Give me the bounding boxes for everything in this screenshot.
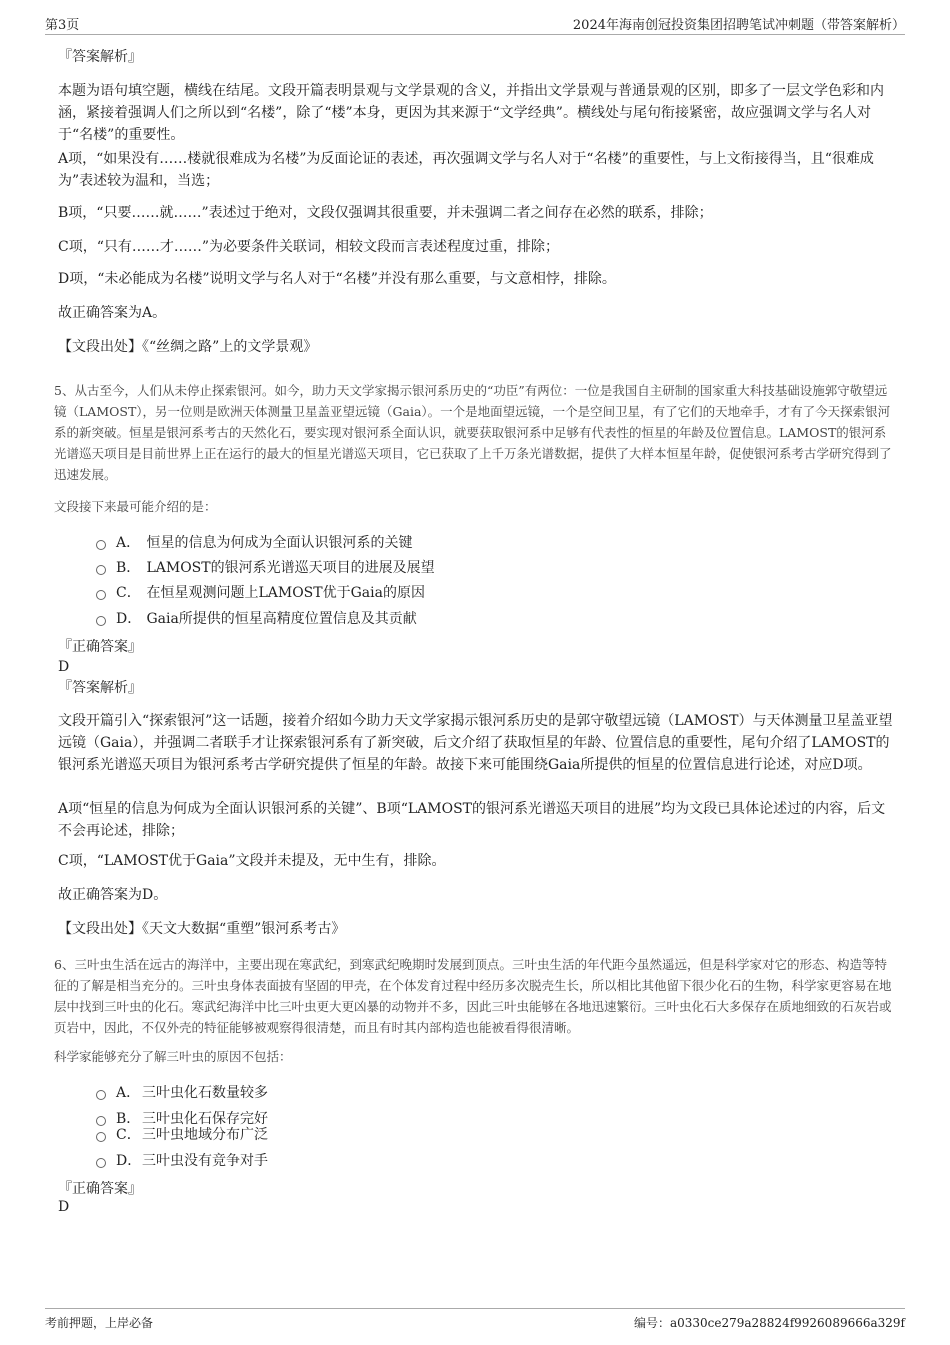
q5-conclusion: 故正确答案为D。 <box>58 887 168 903</box>
q5-stem: 5、从古至今，人们从未停止探索银河。如今，助力天文学家揭示银河系历史的“功臣”有两位：一位是我国自主研制的国家重大科技基础设施郭守敬望远镜（LAMOST），另一位则是欧洲天体测量卫星盖亚望远镜（Gaia）。一个是地面望远镜，一个是空间卫星，有了它们的天地牵手，才有了今天探索银河系的新突破。恒星是银河系考古的天然化石，要实现对银河系全面认识，就要获取银河系中足够有代表性的恒星的年龄及位置信息。LAMOST的银河系光谱巡天项目是目前世界上正在运行的最大的恒星光谱巡天项目，它已获取了上千万条光谱数据，提供了大样本恒星年龄，促使银河系考古学研究得到了迅速发展。 <box>54 383 892 482</box>
footer-slogan: 考前押题，上岸必备 <box>45 1316 154 1330</box>
document-title: 2024年海南创冠投资集团招聘笔试冲刺题（带答案解析） <box>572 18 905 33</box>
q4-analysis-intro: 本题为语句填空题，横线在结尾。文段开篇表明景观与文学景观的含义，并指出文学景观与普通景观的区别，即多了一层文学色彩和内涵，紧接着强调人们之所以到“名楼”，除了“楼”本身，更因为其来源于“文学经典”。横线处与尾句衔接紧密，故应强调文学与名人对于“名楼”的重要性。 <box>58 83 884 143</box>
q5-analysis-3: C项，“LAMOST优于Gaia”文段并未提及，无中生有，排除。 <box>58 853 446 869</box>
q5-analysis-heading: 『答案解析』 <box>58 680 142 696</box>
q5-analysis-2: A项“恒星的信息为何成为全面认识银河系的关键”、B项“LAMOST的银河系光谱巡天项目的进展”均为文段已具体论述过的内容，后文不会再论述，排除； <box>58 801 886 839</box>
q4-analysis-option-d: D项，“未必能成为名楼”说明文学与名人对于“名楼”并没有那么重要，与文意相悖，排除。 <box>58 271 616 287</box>
q5-option-b[interactable]: B． LAMOST的银河系光谱巡天项目的进展及展望 <box>96 557 435 579</box>
q6-option-b[interactable]: B． 三叶虫化石保存完好 <box>96 1108 268 1130</box>
q4-conclusion: 故正确答案为A。 <box>58 305 167 321</box>
q4-analysis-option-c: C项，“只有……才……”为必要条件关联词，相较文段而言表述程度过重，排除； <box>58 239 560 255</box>
q4-analysis-option-b: B项，“只要……就……”表述过于绝对，文段仅强调其很重要，并未强调二者之间存在必然的联系，排除； <box>58 205 713 221</box>
q6-question: 科学家能够充分了解三叶虫的原因不包括： <box>54 1049 292 1064</box>
q6-stem: 6、三叶虫生活在远古的海洋中，主要出现在寒武纪，到寒武纪晚期时发展到顶点。三叶虫生活的年代距今虽然遥远，但是科学家对它的形态、构造等特征的了解是相当充分的。三叶虫身体表面披有坚固的甲壳，在个体发育过程中经历多次脱壳生长，所以相比其他留下很少化石的生物，科学家更容易在地层中找到三叶虫的化石。寒武纪海洋中比三叶虫更大更凶暴的动物并不多，因此三叶虫能够在各地迅速繁衍。三叶虫化石大多保存在质地细致的石灰岩或页岩中，因此，不仅外壳的特征能够被观察得很清楚，而且有时其内部构造也能被看得很清晰。 <box>54 957 892 1035</box>
radio-icon[interactable] <box>96 590 106 600</box>
page-header <box>45 14 905 35</box>
q5-answer-heading: 『正确答案』 <box>58 639 142 655</box>
q6-option-a[interactable]: A． 三叶虫化石数量较多 <box>96 1082 268 1104</box>
q5-option-c[interactable]: C． 在恒星观测问题上LAMOST优于Gaia的原因 <box>96 582 425 604</box>
q6-option-c[interactable]: C．三叶虫地域分布广泛 <box>96 1124 268 1146</box>
radio-icon[interactable] <box>96 540 106 550</box>
radio-icon[interactable] <box>96 1132 106 1142</box>
radio-icon[interactable] <box>96 616 106 626</box>
document-id: 编号：a0330ce279a28824f9926089666a329f <box>633 1316 905 1330</box>
radio-icon[interactable] <box>96 1158 106 1168</box>
q6-answer: D <box>58 1199 70 1215</box>
q5-option-d[interactable]: D． Gaia所提供的恒星高精度位置信息及其贡献 <box>96 608 417 630</box>
page-number: 第3页 <box>45 18 80 33</box>
q6-answer-heading: 『正确答案』 <box>58 1181 142 1197</box>
q5-question: 文段接下来最可能介绍的是： <box>54 499 217 514</box>
q5-source: 【文段出处】《天文大数据“重塑”银河系考古》 <box>58 921 346 937</box>
q5-option-a[interactable]: A． 恒星的信息为何成为全面认识银河系的关键 <box>96 532 412 554</box>
q5-answer: D <box>58 659 70 675</box>
page-footer <box>45 1308 905 1330</box>
q4-analysis-option-a: A项，“如果没有……楼就很难成为名楼”为反面论证的表述，再次强调文学与名人对于“名楼”的重要性，与上文衔接得当，且“很难成为”表述较为温和，当选； <box>58 151 874 189</box>
q4-analysis-heading: 『答案解析』 <box>58 49 142 65</box>
radio-icon[interactable] <box>96 1090 106 1100</box>
q5-analysis-1: 文段开篇引入“探索银河”这一话题，接着介绍如今助力天文学家揭示银河系历史的是郭守敬望远镜（LAMOST）与天体测量卫星盖亚望远镜（Gaia），并强调二者联手才让探索银河系有了新突破，后文介绍了获取恒星的年龄、位置信息的重要性，尾句介绍了LAMOST的银河系光谱巡天项目为银河系考古学研究提供了恒星的年龄。故接下来可能围绕Gaia所提供的恒星的位置信息进行论述，对应D项。 <box>58 713 893 773</box>
radio-icon[interactable] <box>96 565 106 575</box>
q4-source: 【文段出处】《“丝绸之路”上的文学景观》 <box>58 339 318 355</box>
q6-option-d[interactable]: D．三叶虫没有竞争对手 <box>96 1150 268 1172</box>
